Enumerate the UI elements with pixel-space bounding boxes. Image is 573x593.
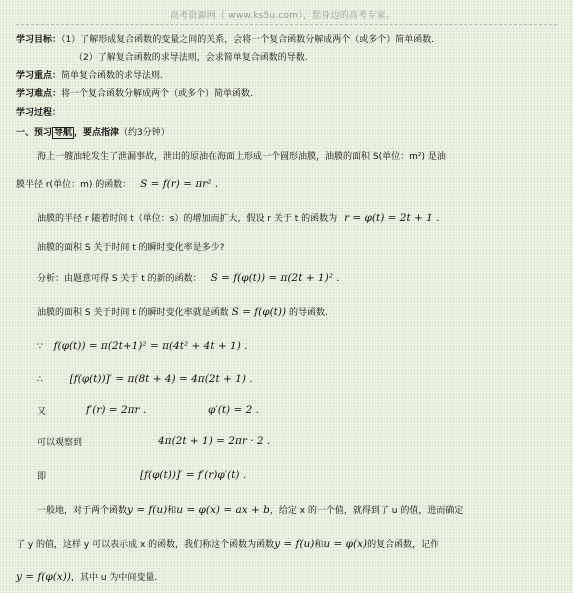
general-1c: ，给定 x 的一个值，就得到了 u 的值，进而确定 <box>269 506 464 516</box>
section1-title-rest: ，要点指津 <box>74 128 120 138</box>
general-line-2 <box>16 537 439 552</box>
focus-line <box>16 69 163 83</box>
general-1-math-2: u = φ(x) = ax + b <box>176 504 270 516</box>
general-3b: ，其中 u 为中间变量. <box>70 573 158 583</box>
focus-text: 简单复合函数的求导法则. <box>61 71 163 81</box>
general-1-math-1: y = f(u) <box>127 504 168 516</box>
section1-heading <box>16 126 170 140</box>
general-2-math-2: u = φ(x) <box>323 538 368 550</box>
general-2a: 了 y 的值，这样 y 可以表示成 x 的函数，我们称这个函数为函数 <box>16 540 275 550</box>
section1-prefix: 一、预习 <box>16 128 53 138</box>
general-2c: 的复合函数，记作 <box>367 540 440 550</box>
section1-boxed: 导航 <box>54 128 73 138</box>
equation-3b: φ′(t) = 2 . <box>208 404 259 416</box>
equation-1-math: f(φ(t)) = π(2t+1)² = π(4t² + 4t + 1) . <box>53 340 248 352</box>
equation-3a: f′(r) = 2πr . <box>86 404 147 416</box>
general-1a: 一般地，对于两个函数 <box>37 506 128 516</box>
section1-time: （约3分钟） <box>119 128 170 138</box>
therefore-symbol: ∴ <box>37 375 43 385</box>
formula-radius: r = φ(t) = 2t + 1 . <box>344 212 440 224</box>
general-2b: 和 <box>314 540 324 550</box>
focus-label: 学习重点： <box>16 71 62 81</box>
goals-label: 学习目标： <box>16 35 62 45</box>
difficulty-line <box>16 87 253 101</box>
paragraph-1a: 海上一艘油轮发生了泄漏事故，泄出的原油在海面上形成一个圆形油膜，油膜的面积 S(单位：m²) 是油 <box>37 152 446 162</box>
formula-area: S = f(r) = πr² . <box>140 178 219 190</box>
difficulty-text: 将一个复合函数分解成两个（或多个）简单函数. <box>61 89 253 99</box>
goals-text-1: （1）了解形成复合函数的变量之间的关系，会将一个复合函数分解成两个（或多个）简单函数. <box>61 35 435 45</box>
general-1b: 和 <box>167 506 177 516</box>
paragraph-5-text-a: 油膜的面积 S 关于时间 t 的瞬时变化率就是函数 <box>37 308 229 318</box>
process-label: 学习过程： <box>16 108 62 118</box>
goals-line-1 <box>16 33 434 47</box>
header-watermark: 高考资源网（ www.ks5u.com），您身边的高考专家。 <box>170 11 395 21</box>
observe-label: 可以观察到 <box>37 438 83 448</box>
paragraph-2-text: 油膜的半径 r 随着时间 t（单位：s）的增加而扩大，假设 r 关于 t 的函数为 <box>37 214 338 224</box>
equation-2 <box>37 372 253 387</box>
paragraph-1b <box>16 177 218 192</box>
page-header <box>0 0 573 24</box>
paragraph-4-text: 分析：由题意可得 S 关于 t 的新的函数： <box>37 274 202 284</box>
paragraph-5 <box>37 305 328 320</box>
goals-line-2: （2）了解复合函数的求导法则，会求简单复合函数的导数. <box>74 53 308 63</box>
also-label: 又 <box>37 407 47 417</box>
ie-label: 即 <box>37 472 47 482</box>
general-line-1 <box>37 503 463 518</box>
equation-1 <box>37 339 248 354</box>
paragraph-4 <box>37 271 340 286</box>
general-3-math: y = f(φ(x)) <box>16 571 71 583</box>
formula-composite: S = f(φ(t)) = π(2t + 1)² . <box>210 272 340 284</box>
equation-4: 4π(2t + 1) = 2πr · 2 . <box>158 435 271 447</box>
formula-s-composite: S = f(φ(t)) <box>231 306 287 318</box>
header-divider <box>16 24 557 25</box>
paragraph-3: 油膜的面积 S 关于时间 t 的瞬时变化率是多少? <box>37 243 225 253</box>
paragraph-5-text-b: 的导函数. <box>288 308 328 318</box>
because-symbol: ∵ <box>37 342 43 352</box>
paragraph-1b-text: 膜半径 r(单位：m) 的函数： <box>16 180 132 190</box>
paragraph-2 <box>37 211 440 226</box>
general-2-math-1: y = f(u) <box>274 538 315 550</box>
general-line-3 <box>16 570 157 585</box>
difficulty-label: 学习难点： <box>16 89 62 99</box>
equation-2-math: [f(φ(t))]′ = π(8t + 4) = 4π(2t + 1) . <box>69 373 253 385</box>
equation-5: [f(φ(t))]′ = f′(r)φ′(t) . <box>140 469 247 481</box>
